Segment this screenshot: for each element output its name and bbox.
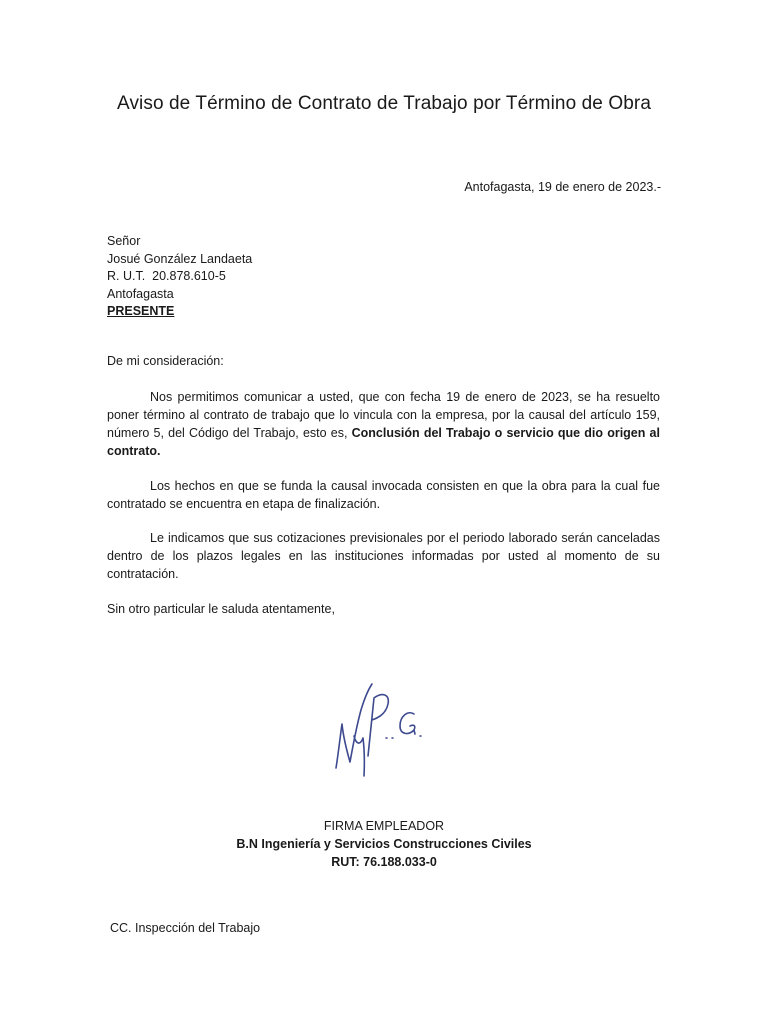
signature-rut: RUT: 76.188.033-0 (331, 855, 437, 869)
greeting: De mi consideración: (107, 354, 224, 368)
recipient-city: Antofagasta (107, 286, 174, 301)
document-title: Aviso de Término de Contrato de Trabajo por Término de Obra (117, 93, 651, 114)
signature-block (0, 817, 768, 871)
paragraph-termination-cause: Conclusión del Trabajo o servicio que dio origen al contrato. (107, 426, 660, 458)
paragraph-termination (107, 388, 660, 460)
paragraph-contributions: Le indicamos que sus cotizaciones previsionales por el periodo laborado serán canceladas dentro de los plazos legales en las instituciones informadas por usted al momento de su contratación. (107, 531, 660, 581)
paragraph-facts: Los hechos en que se funda la causal invocada consisten en que la obra para la cual fue contratado se encuentra en etapa de finalización. (107, 479, 660, 511)
recipient-presente: PRESENTE (107, 304, 175, 318)
date-line: Antofagasta, 19 de enero de 2023.- (464, 180, 661, 194)
recipient-rut: R. U.T. 20.878.610-5 (107, 269, 226, 283)
recipient-salutation: Señor (107, 234, 141, 248)
handwritten-signature (328, 676, 440, 780)
recipient-block (107, 233, 252, 321)
signature-company: B.N Ingeniería y Servicios Construcciones Civiles (236, 837, 532, 851)
signature-label: FIRMA EMPLEADOR (323, 819, 445, 833)
cc-line: CC. Inspección del Trabajo (110, 921, 261, 935)
recipient-name: Josué González Landaeta (107, 251, 253, 266)
closing-line: Sin otro particular le saluda atentamente, (107, 602, 335, 616)
paragraph-termination-text: Nos permitimos comunicar a usted, que con fecha 19 de enero de 2023, se ha resuelto poner término al contrato de trabajo que lo vincula con la empresa, por la causal del artículo 159, número 5, del Código del Trabajo, esto es, (107, 390, 660, 440)
